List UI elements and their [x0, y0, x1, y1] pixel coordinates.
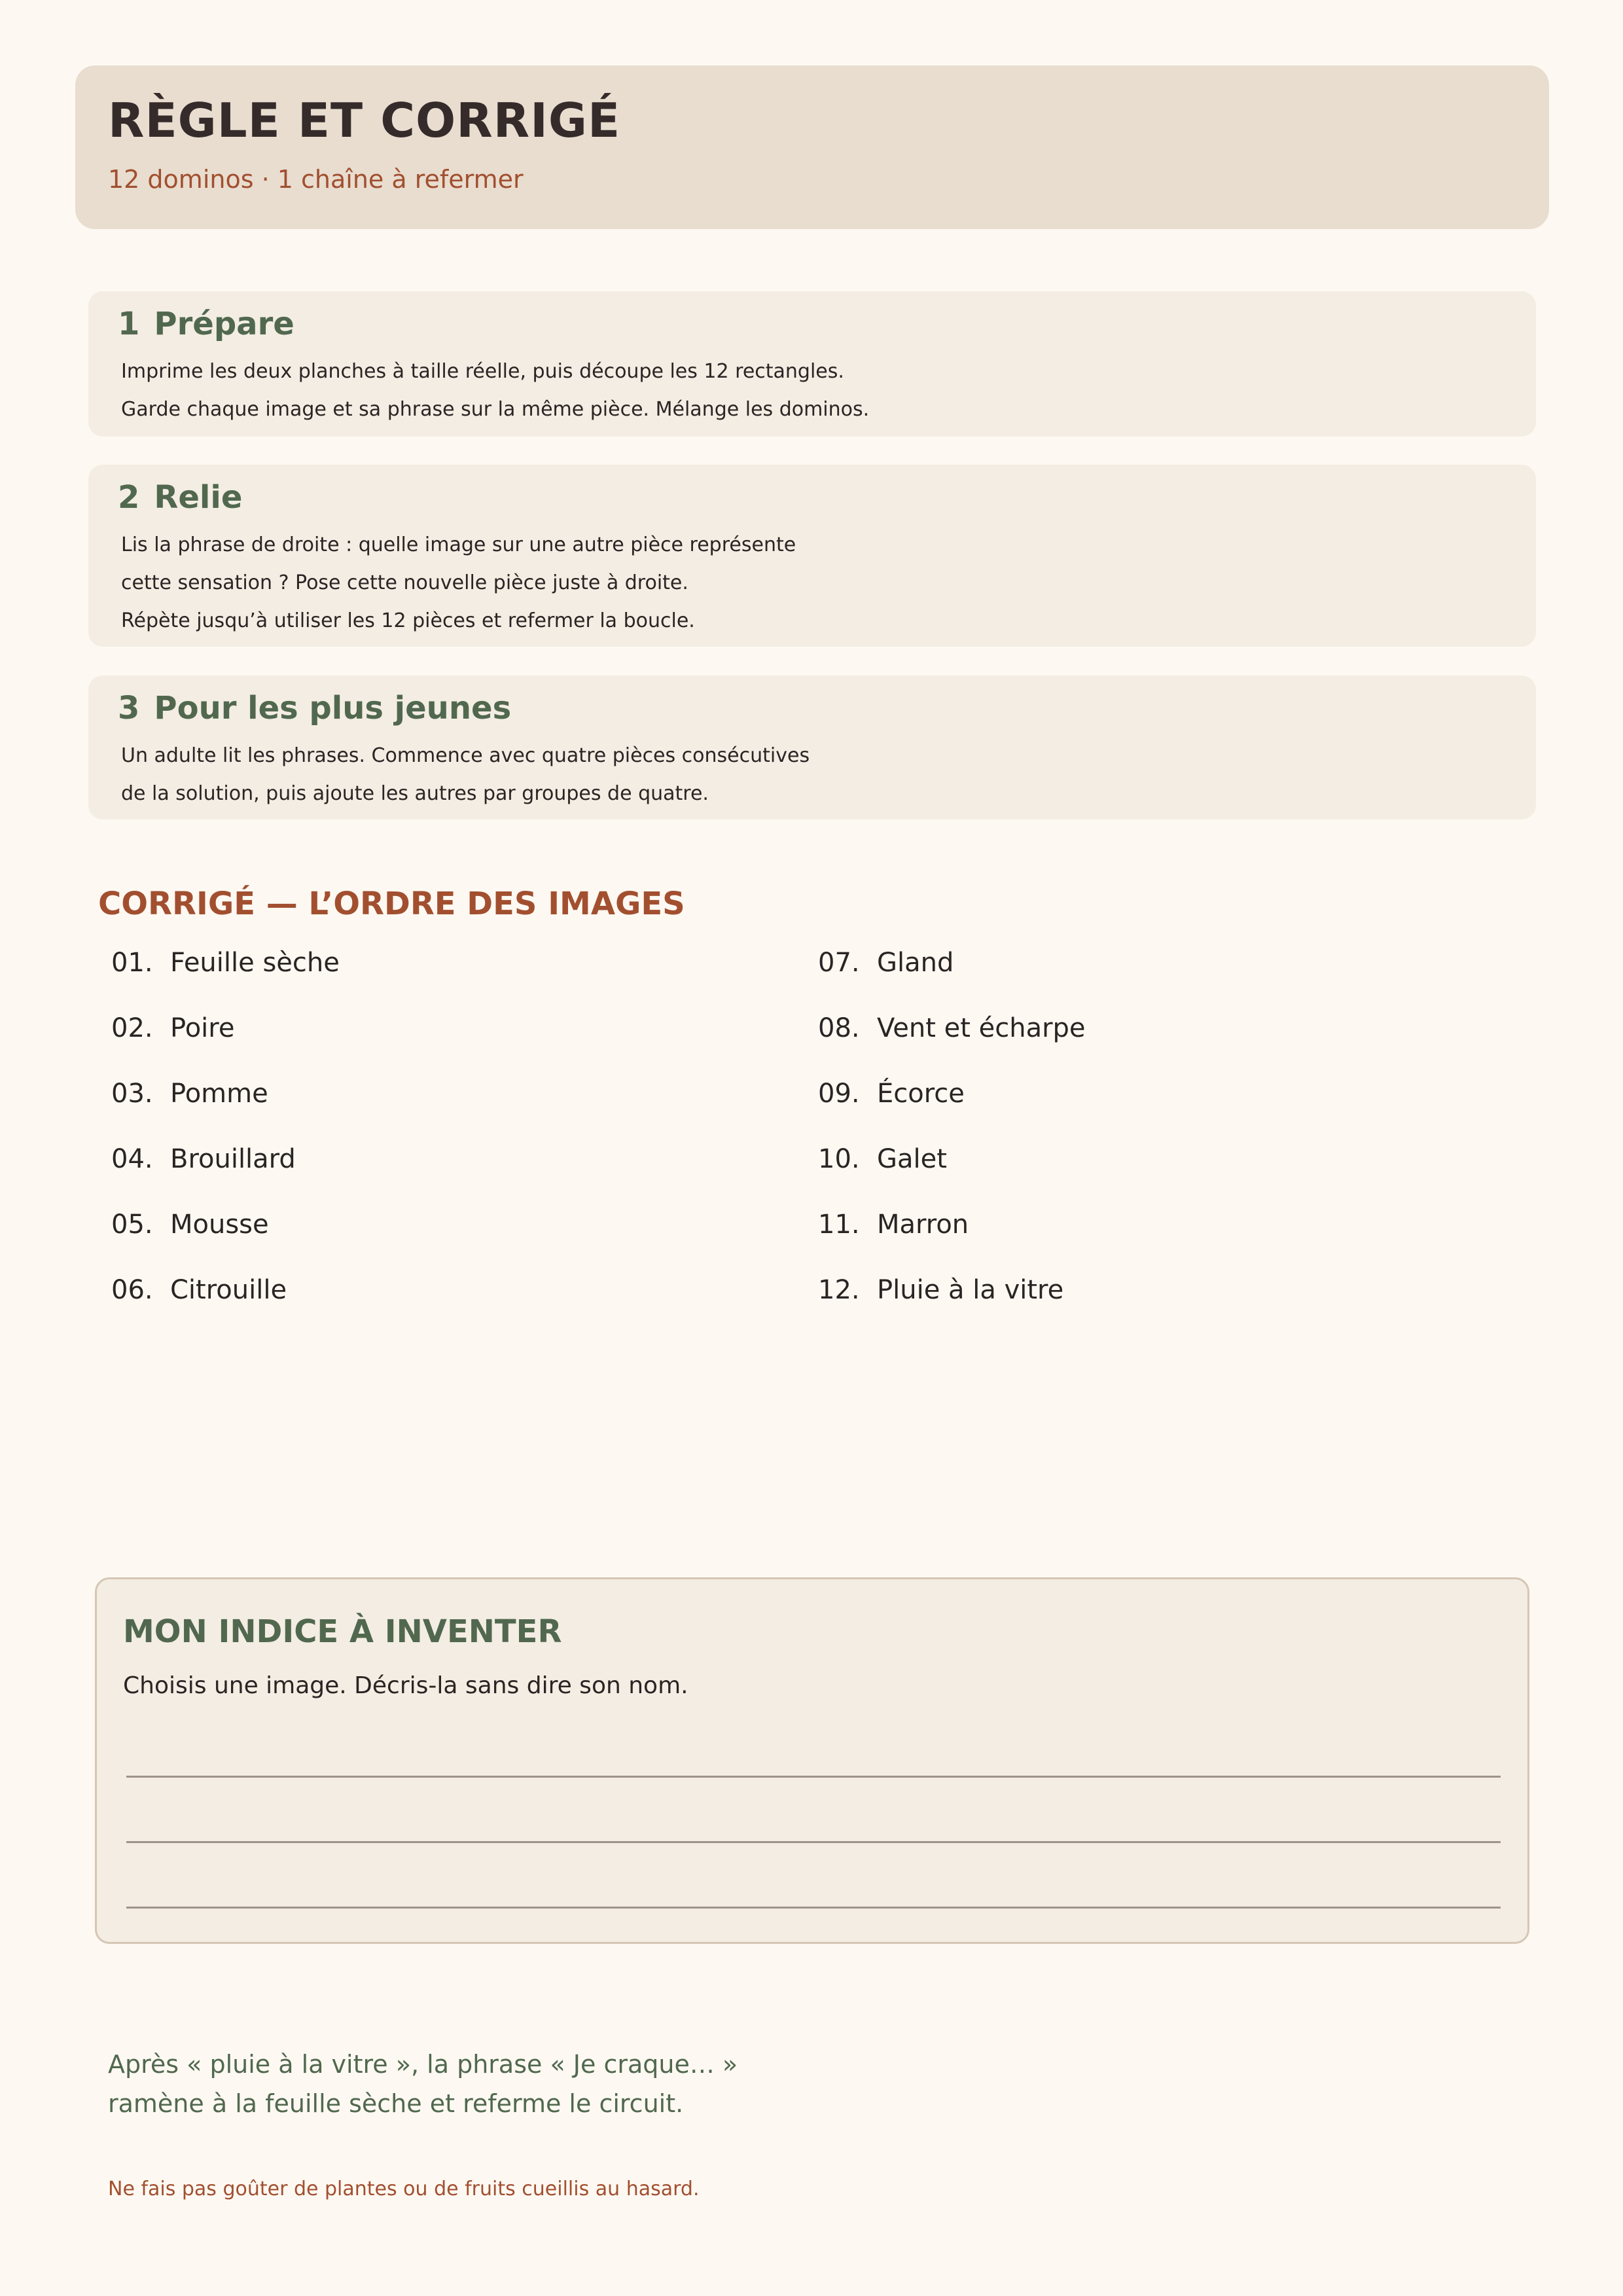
hint-box — [95, 1577, 1529, 1944]
step-text-line: de la solution, puis ajoute les autres par groupes de quatre. — [121, 782, 709, 805]
answer-item — [111, 1144, 296, 1174]
step-text-line: Lis la phrase de droite : quelle image sur une autre pièce représente — [121, 533, 796, 556]
answer-label: Citrouille — [170, 1275, 287, 1305]
answer-item — [111, 1079, 268, 1109]
answer-label: Écorce — [877, 1079, 965, 1109]
answer-number: 09. — [818, 1079, 860, 1109]
step-text-line: Un adulte lit les phrases. Commence avec quatre pièces consécutives — [121, 744, 810, 767]
hint-heading: MON INDICE À INVENTER — [123, 1613, 562, 1650]
answer-number: 02. — [111, 1013, 153, 1043]
answer-number: 12. — [818, 1275, 860, 1305]
step-number: 1 — [118, 306, 140, 342]
step-text-line: cette sensation ? Pose cette nouvelle pièce juste à droite. — [121, 571, 688, 594]
answer-label: Mousse — [170, 1210, 269, 1240]
answer-number: 11. — [818, 1210, 860, 1240]
answer-item — [818, 1079, 965, 1109]
step-title: Relie — [154, 479, 243, 516]
answer-label: Poire — [170, 1013, 235, 1043]
answer-label: Feuille sèche — [170, 948, 340, 978]
answer-number: 04. — [111, 1144, 153, 1174]
step-title: Pour les plus jeunes — [154, 690, 512, 726]
page-title: RÈGLE ET CORRIGÉ — [108, 93, 621, 148]
page-subtitle: 12 dominos · 1 chaîne à refermer — [108, 165, 524, 194]
answer-item — [111, 1013, 234, 1043]
answer-number: 03. — [111, 1079, 153, 1109]
answer-item — [818, 1210, 969, 1240]
answer-number: 05. — [111, 1210, 153, 1240]
answer-label: Vent et écharpe — [877, 1013, 1086, 1043]
answer-item — [111, 1275, 287, 1305]
hint-instruction: Choisis une image. Décris-la sans dire son nom. — [123, 1672, 688, 1699]
answer-item — [818, 1275, 1063, 1305]
answer-item — [818, 1144, 947, 1174]
step-heading — [118, 690, 511, 726]
step-title: Prépare — [154, 306, 294, 342]
step-number: 3 — [118, 690, 140, 726]
closing-note-line: Après « pluie à la vitre », la phrase « Je craque… » — [108, 2050, 738, 2079]
closing-note-line: ramène à la feuille sèche et referme le circuit. — [108, 2089, 684, 2118]
writing-line[interactable] — [126, 1907, 1501, 1909]
answer-number: 08. — [818, 1013, 860, 1043]
answer-item — [111, 1210, 269, 1240]
step-prepare — [88, 291, 1536, 437]
answer-label: Galet — [877, 1144, 947, 1174]
step-text-line: Imprime les deux planches à taille réelle, puis découpe les 12 rectangles. — [121, 360, 844, 383]
answer-item — [818, 1013, 1086, 1043]
answer-item — [111, 948, 340, 978]
step-relie — [88, 465, 1536, 647]
step-text-line: Garde chaque image et sa phrase sur la même pièce. Mélange les dominos. — [121, 398, 870, 421]
answer-number: 07. — [818, 948, 860, 978]
answer-number: 10. — [818, 1144, 860, 1174]
answer-number: 06. — [111, 1275, 153, 1305]
step-number: 2 — [118, 479, 140, 516]
safety-warning: Ne fais pas goûter de plantes ou de fruits cueillis au hasard. — [108, 2178, 700, 2200]
answers-heading: CORRIGÉ — L’ORDRE DES IMAGES — [98, 886, 685, 922]
answer-label: Gland — [877, 948, 954, 978]
answer-label: Pomme — [170, 1079, 268, 1109]
step-text-line: Répète jusqu’à utiliser les 12 pièces et refermer la boucle. — [121, 609, 695, 632]
step-heading — [118, 479, 242, 516]
answer-number: 01. — [111, 948, 153, 978]
step-plus-jeunes — [88, 675, 1536, 819]
answer-label: Pluie à la vitre — [877, 1275, 1064, 1305]
writing-line[interactable] — [126, 1776, 1501, 1778]
header-banner — [75, 65, 1549, 229]
writing-line[interactable] — [126, 1841, 1501, 1843]
answer-item — [818, 948, 954, 978]
step-heading — [118, 306, 294, 342]
answer-label: Marron — [877, 1210, 969, 1240]
answer-label: Brouillard — [170, 1144, 296, 1174]
